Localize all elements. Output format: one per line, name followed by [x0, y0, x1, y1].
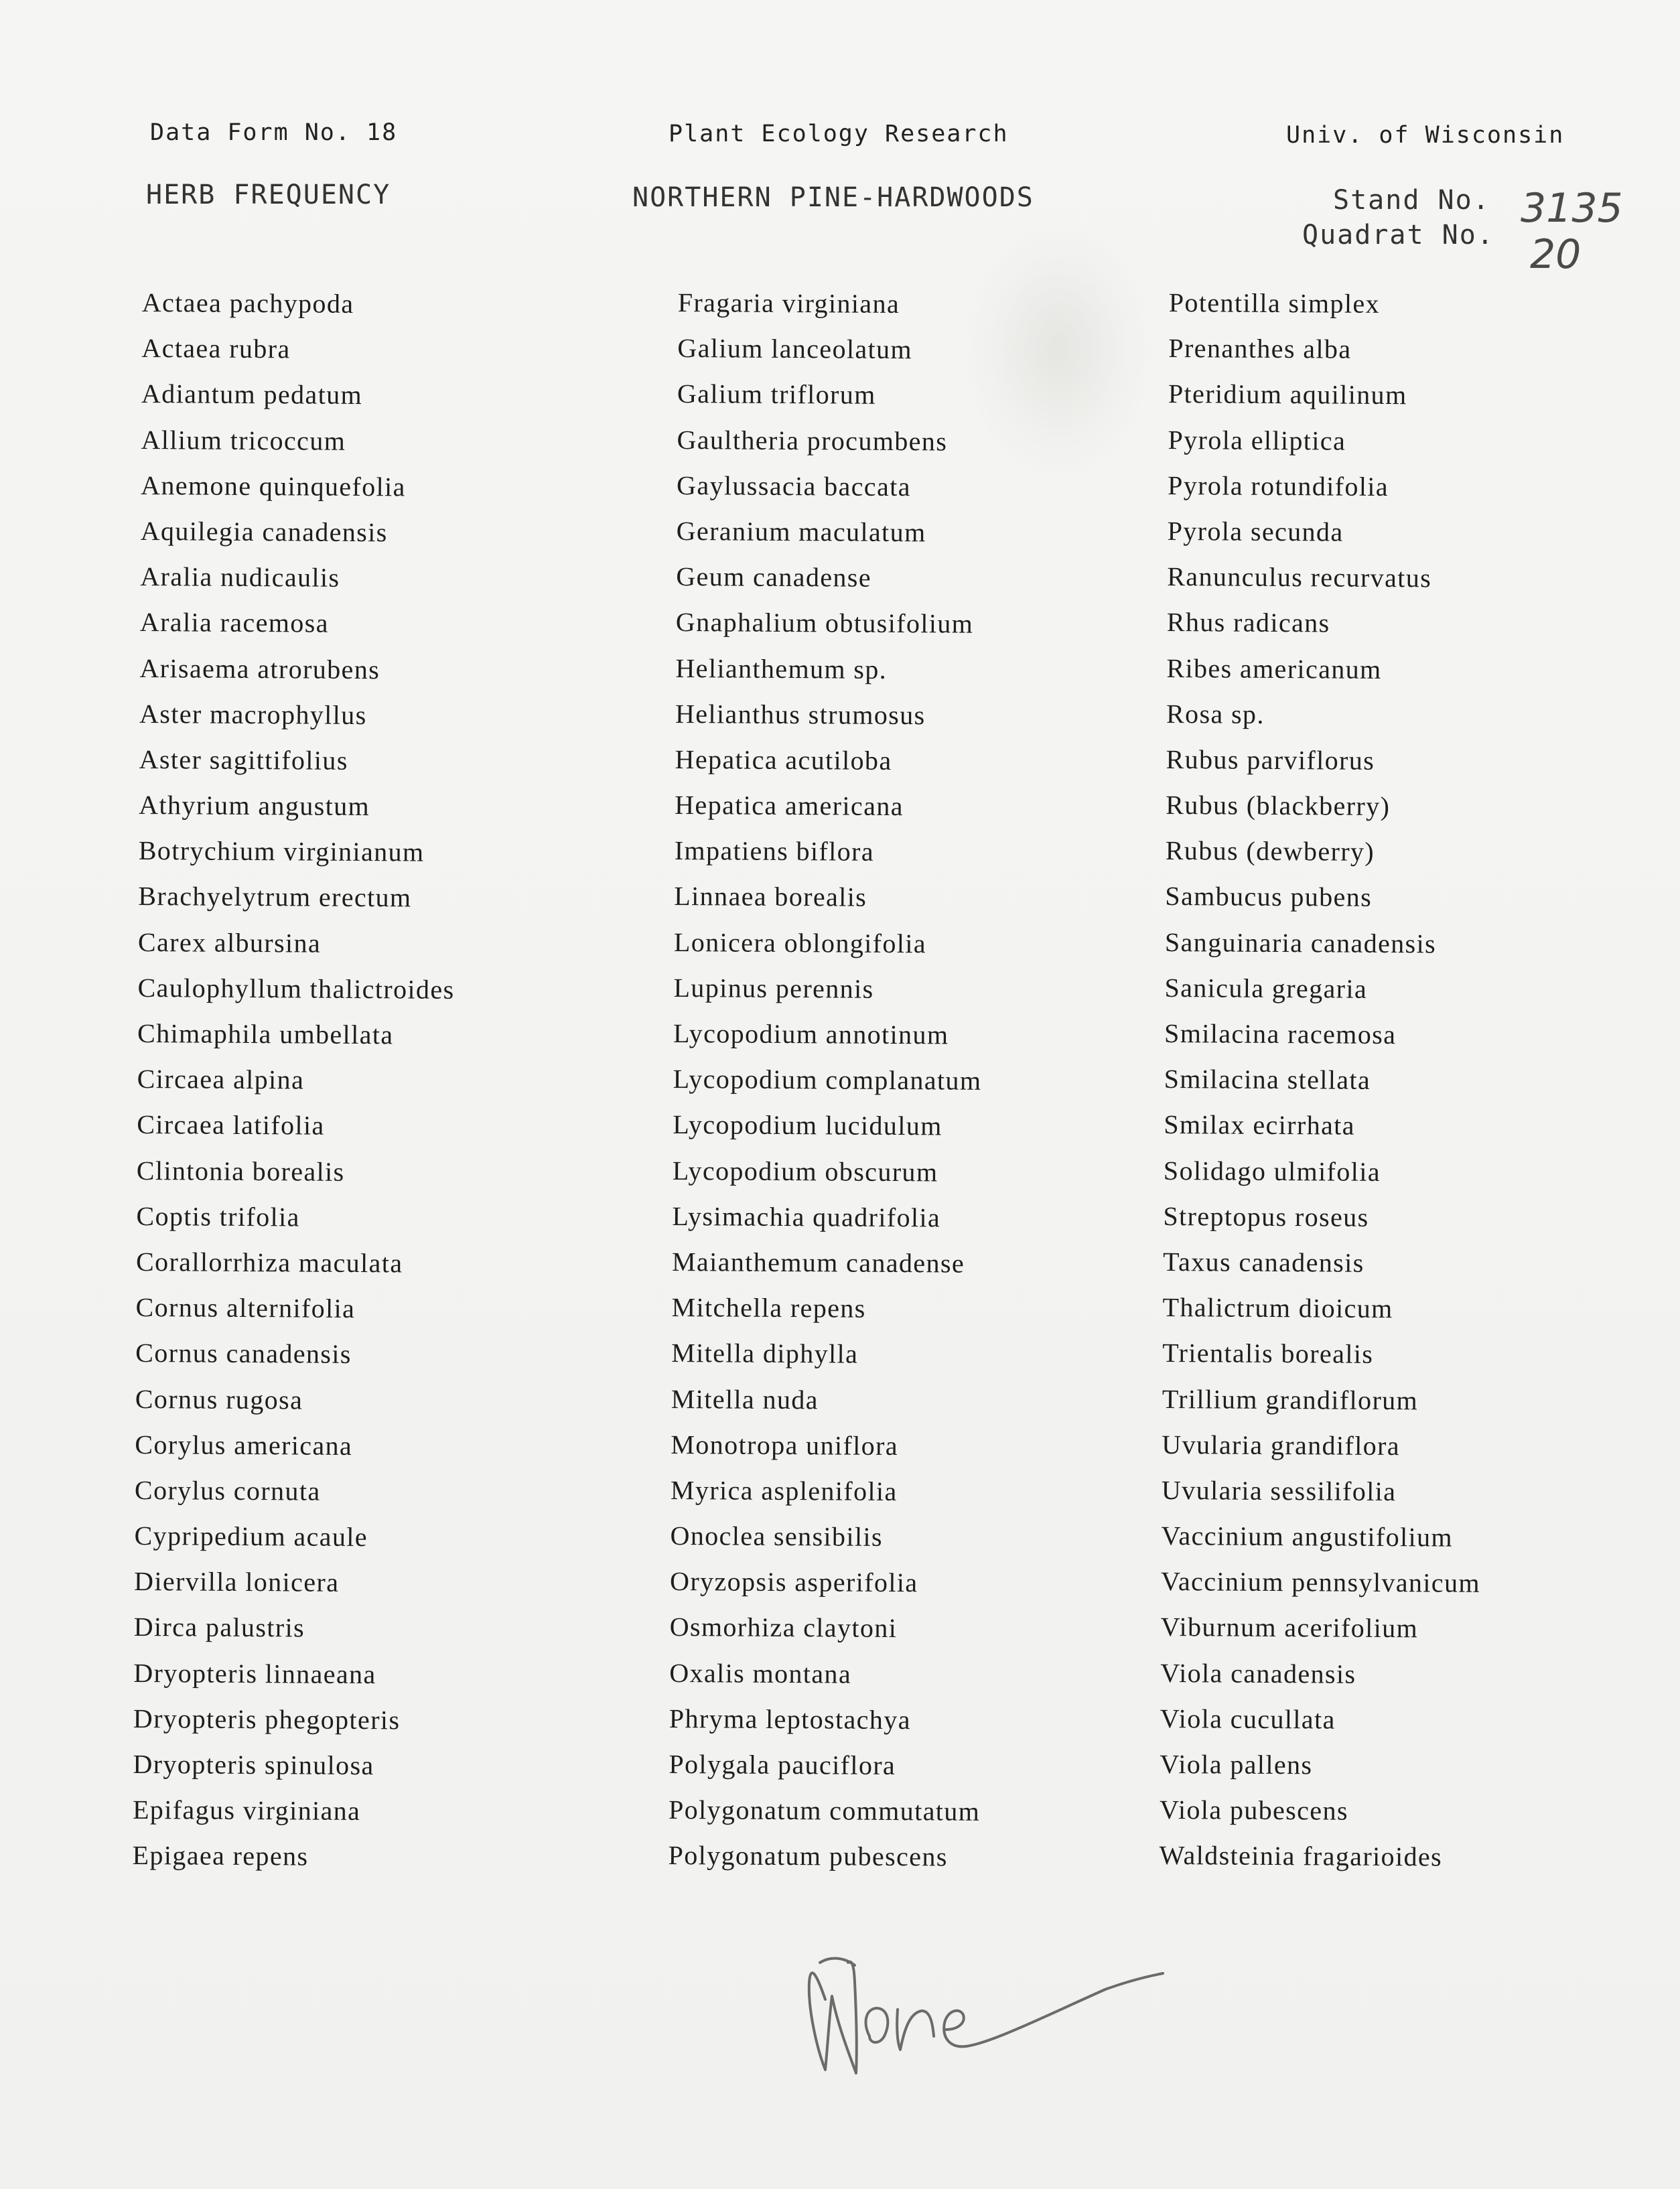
species-name: Sanicula gregaria	[1164, 972, 1368, 1004]
species-name: Polygonatum commutatum	[668, 1794, 981, 1827]
species-name: Vaccinium pennsylvanicum	[1160, 1566, 1481, 1599]
species-name: Lycopodium obscurum	[672, 1155, 938, 1187]
species-name: Helianthemum sp.	[675, 652, 888, 685]
species-name: Lonicera oblongifolia	[673, 926, 927, 959]
species-name: Botrychium virginianum	[138, 835, 425, 867]
stand-label: Stand No.	[1333, 185, 1490, 216]
species-name: Osmorhiza claytoni	[669, 1612, 898, 1644]
species-name: Athyrium angustum	[139, 790, 370, 822]
species-name: Clintonia borealis	[136, 1155, 345, 1187]
species-name: Aster sagittifolius	[139, 744, 348, 776]
stand-number-handwritten: 3135	[1521, 185, 1623, 232]
species-name: Rhus radicans	[1166, 607, 1330, 638]
species-name: Rubus (dewberry)	[1165, 835, 1375, 867]
species-name: Actaea pachypoda	[141, 287, 354, 319]
form-title: HERB FREQUENCY	[146, 180, 391, 210]
species-name: Dryopteris spinulosa	[133, 1748, 374, 1781]
species-name: Gaultheria procumbens	[677, 424, 948, 457]
species-name: Phryma leptostachya	[669, 1703, 911, 1735]
species-name: Geranium maculatum	[676, 515, 926, 548]
species-name: Impatiens biflora	[674, 835, 875, 867]
handwritten-none-note	[790, 1936, 1166, 2090]
species-name: Rubus parviflorus	[1166, 744, 1375, 776]
species-name: Mitella diphylla	[671, 1338, 859, 1369]
species-name: Allium tricoccum	[141, 424, 346, 456]
species-name: Circaea latifolia	[137, 1109, 325, 1141]
species-name: Pyrola elliptica	[1168, 424, 1346, 456]
species-name: Ranunculus recurvatus	[1167, 561, 1432, 593]
species-name: Dirca palustris	[133, 1612, 305, 1643]
species-name: Viburnum acerifolium	[1160, 1612, 1419, 1644]
species-name: Rubus (blackberry)	[1166, 790, 1391, 822]
institution-name: Univ. of Wisconsin	[1286, 122, 1565, 149]
species-name: Linnaea borealis	[674, 881, 867, 913]
species-name: Smilacina stellata	[1164, 1064, 1371, 1096]
species-name: Uvularia grandiflora	[1162, 1429, 1401, 1461]
program-name: Plant Ecology Research	[669, 121, 1009, 147]
species-name: Potentilla simplex	[1168, 287, 1381, 319]
species-name: Lupinus perennis	[673, 972, 874, 1004]
species-name: Cornus canadensis	[135, 1338, 352, 1370]
species-name: Corylus americana	[135, 1429, 353, 1461]
species-name: Aster macrophyllus	[139, 698, 367, 730]
species-name: Cornus alternifolia	[135, 1292, 356, 1324]
species-name: Corylus cornuta	[134, 1474, 321, 1506]
species-name: Polygala pauciflora	[669, 1748, 896, 1781]
species-name: Galium lanceolatum	[677, 333, 913, 365]
species-name: Coptis trifolia	[136, 1200, 300, 1232]
species-name: Epigaea repens	[132, 1840, 309, 1872]
species-name: Uvularia sessilifolia	[1161, 1474, 1397, 1506]
species-name: Oxalis montana	[669, 1657, 852, 1689]
species-name: Maianthemum canadense	[671, 1246, 965, 1279]
species-name: Trientalis borealis	[1162, 1338, 1374, 1370]
species-name: Pyrola secunda	[1167, 515, 1344, 547]
species-column-3	[1159, 280, 1488, 1880]
species-name: Galium triflorum	[677, 378, 876, 411]
species-name: Myrica asplenifolia	[670, 1474, 898, 1506]
paper-smudge	[965, 221, 1152, 476]
species-name: Diervilla lonicera	[133, 1566, 340, 1598]
species-name: Streptopus roseus	[1163, 1200, 1369, 1232]
species-name: Lycopodium annotinum	[673, 1017, 949, 1050]
species-name: Corallorrhiza maculata	[135, 1246, 403, 1279]
species-name: Epifagus virginiana	[132, 1794, 361, 1827]
species-name: Caulophyllum thalictroides	[137, 972, 455, 1005]
species-name: Trillium grandiflorum	[1162, 1383, 1419, 1415]
species-name: Anemone quinquefolia	[140, 470, 406, 502]
species-name: Oryzopsis asperifolia	[669, 1566, 918, 1598]
species-name: Actaea rubra	[141, 333, 291, 364]
species-name: Aralia racemosa	[139, 607, 329, 639]
species-name: Brachyelytrum erectum	[138, 881, 412, 913]
species-name: Carex albursina	[137, 926, 322, 959]
species-name: Solidago ulmifolia	[1163, 1155, 1381, 1187]
species-name: Gnaphalium obtusifolium	[675, 607, 974, 640]
species-name: Cornus rugosa	[135, 1383, 303, 1415]
quadrat-number-handwritten: 20	[1530, 231, 1582, 278]
species-name: Gaylussacia baccata	[676, 470, 912, 502]
species-column-1	[132, 280, 459, 1880]
species-name: Lycopodium complanatum	[673, 1064, 982, 1096]
species-name: Circaea alpina	[137, 1064, 305, 1095]
species-name: Helianthus strumosus	[675, 698, 926, 730]
species-name: Smilacina racemosa	[1164, 1017, 1397, 1050]
species-column-2	[668, 280, 989, 1880]
species-name: Hepatica americana	[675, 790, 904, 822]
species-name: Monotropa uniflora	[671, 1429, 899, 1461]
species-name: Aralia nudicaulis	[140, 561, 340, 593]
species-name: Polygonatum pubescens	[668, 1840, 948, 1872]
species-name: Dryopteris linnaeana	[133, 1657, 376, 1689]
species-name: Smilax ecirrhata	[1164, 1109, 1356, 1141]
species-name: Pteridium aquilinum	[1168, 378, 1407, 411]
species-name: Lycopodium lucidulum	[673, 1109, 942, 1141]
species-name: Viola canadensis	[1160, 1657, 1356, 1689]
species-name: Adiantum pedatum	[141, 378, 363, 411]
species-name: Viola pallens	[1160, 1748, 1313, 1780]
species-name: Mitella nuda	[671, 1383, 819, 1415]
species-name: Onoclea sensibilis	[670, 1521, 884, 1552]
community-name: NORTHERN PINE-HARDWOODS	[632, 182, 1034, 213]
species-name: Vaccinium angustifolium	[1161, 1521, 1454, 1553]
form-number: Data Form No. 18	[150, 119, 398, 146]
species-name: Lysimachia quadrifolia	[672, 1200, 941, 1233]
species-name: Rosa sp.	[1166, 698, 1265, 729]
species-name: Geum canadense	[676, 561, 872, 593]
species-name: Arisaema atrorubens	[139, 652, 380, 685]
species-name: Hepatica acutiloba	[675, 744, 892, 776]
quadrat-label: Quadrat No.	[1302, 220, 1494, 251]
species-name: Taxus canadensis	[1162, 1246, 1364, 1278]
species-name: Pyrola rotundifolia	[1167, 470, 1389, 502]
species-name: Prenanthes alba	[1168, 333, 1352, 364]
species-name: Cypripedium acaule	[134, 1521, 368, 1553]
species-name: Fragaria virginiana	[677, 287, 900, 320]
species-name: Dryopteris phegopteris	[133, 1703, 401, 1736]
species-name: Thalictrum dioicum	[1162, 1292, 1393, 1324]
species-name: Viola pubescens	[1159, 1794, 1349, 1826]
species-name: Chimaphila umbellata	[137, 1017, 394, 1050]
species-name: Sanguinaria canadensis	[1164, 926, 1437, 959]
species-name: Sambucus pubens	[1165, 881, 1373, 913]
species-name: Mitchella repens	[671, 1292, 866, 1324]
species-name: Viola cucullata	[1160, 1703, 1336, 1735]
species-name: Ribes americanum	[1166, 652, 1382, 685]
species-name: Aquilegia canadensis	[140, 515, 388, 548]
species-name: Waldsteinia fragarioides	[1159, 1840, 1443, 1872]
